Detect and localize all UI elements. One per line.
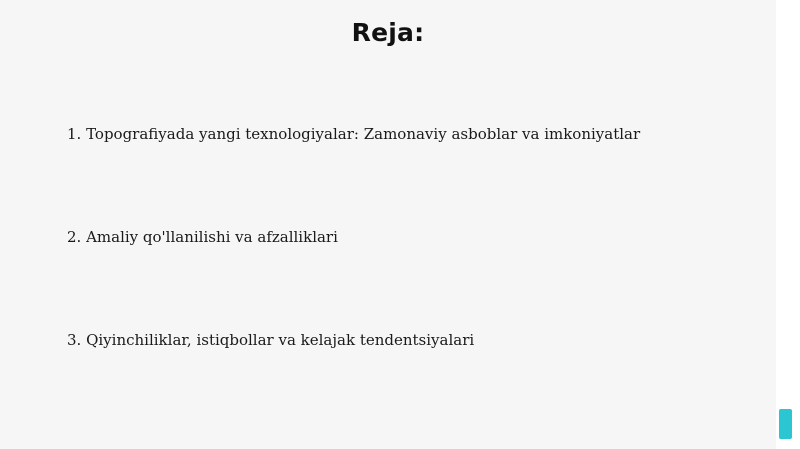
scrollbar-thumb[interactable] xyxy=(779,409,792,439)
plan-item-2: 2. Amaliy qo'llanilishi va afzalliklari xyxy=(67,228,338,246)
plan-item-3: 3. Qiyinchiliklar, istiqbollar va kelajak tendentsiyalari xyxy=(67,331,475,349)
slide-title: Reja: xyxy=(351,18,425,47)
vertical-scrollbar[interactable] xyxy=(776,0,800,449)
plan-item-1: 1. Topografiyada yangi texnologiyalar: Zamonaviy asboblar va imkoniyatlar xyxy=(67,125,641,143)
